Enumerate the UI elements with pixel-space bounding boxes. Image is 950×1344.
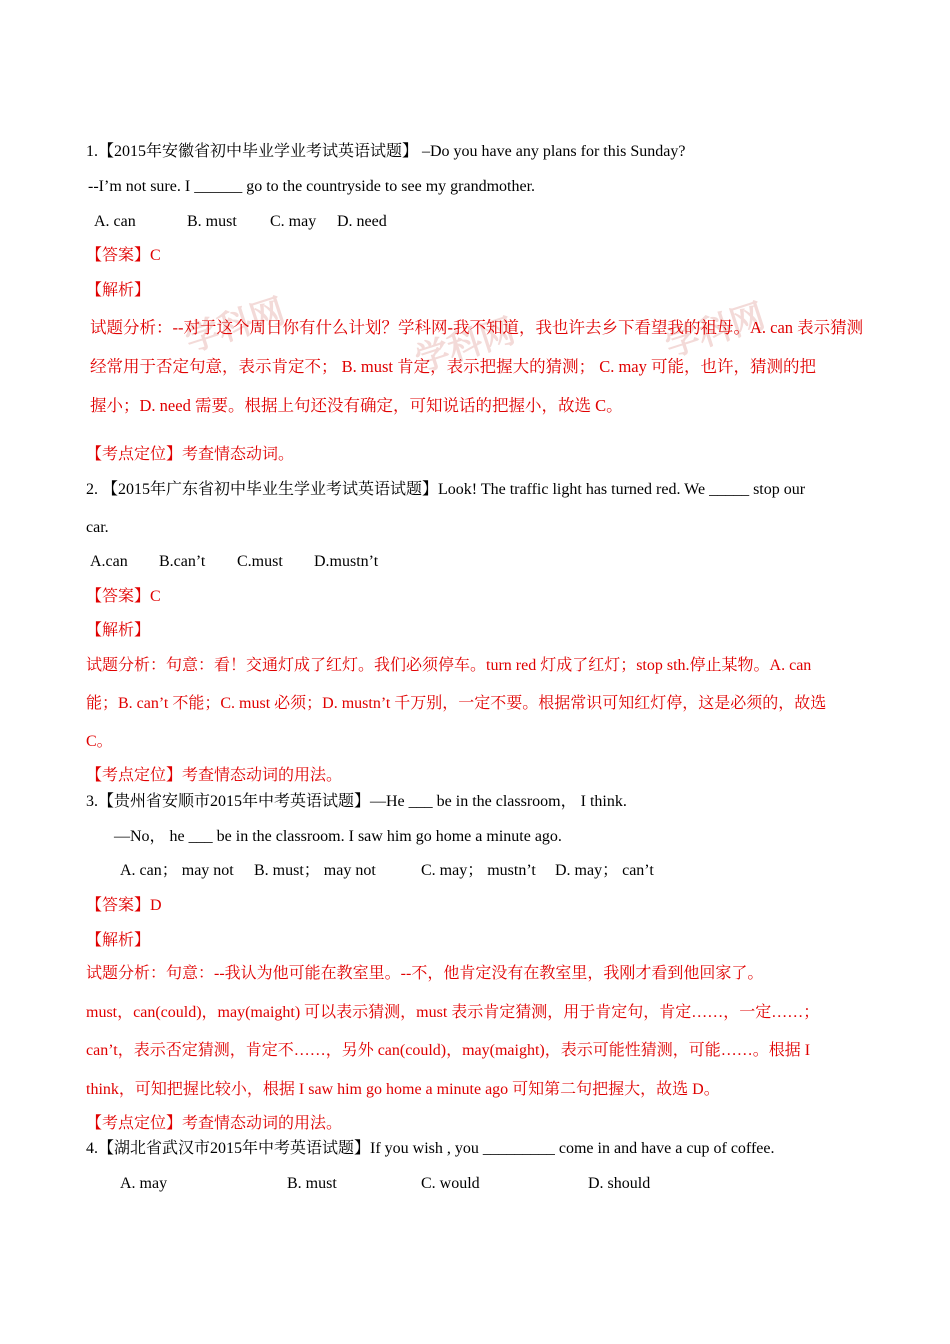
q3-option-c: C. may； mustn’t (421, 862, 536, 879)
q2-option-d: D.mustn’t (314, 553, 379, 570)
q2-analysis-label: 【解析】 (86, 622, 151, 639)
q3-analysis-line-1: 试题分析：句意：--我认为他可能在教室里。--不，他肯定没有在教室里，我刚才看到他回家了。 (86, 965, 764, 982)
q1-option-c: C. may (270, 213, 317, 230)
q2-analysis-line-3: C。 (86, 733, 113, 750)
q2-option-b: B.can’t (159, 553, 206, 570)
watermark-text-3: 学科网 (660, 295, 770, 366)
q2-option-c: C.must (237, 553, 283, 570)
q1-stem: 1.【2015年安徽省初中毕业学业考试英语试题】 –Do you have any plans for this Sunday? (86, 143, 686, 160)
q1-answer: 【答案】C (86, 247, 161, 264)
q4-option-a: A. may (120, 1175, 168, 1192)
q4-stem: 4.【湖北省武汉市2015年中考英语试题】If you wish , you _________ come in and have a cup of coffee. (86, 1140, 775, 1157)
q2-analysis-line-1: 试题分析：句意：看！交通灯成了红灯。我们必须停车。turn red 灯成了红灯；stop sth.停止某物。A. can (86, 657, 812, 674)
q2-answer: 【答案】C (86, 588, 161, 605)
q3-analysis-line-3: can’t，表示否定猜测，肯定不……，另外 can(could)，may(maight)，表示可能性猜测，可能……。根据 I (86, 1042, 811, 1059)
q3-option-d: D. may； can’t (555, 862, 654, 879)
q1-option-a: A. can (94, 213, 136, 230)
q2-analysis-line-2: 能；B. can’t 不能；C. must 必须；D. mustn’t 千万别，一定不要。根据常识可知红灯停，这是必须的，故选 (86, 695, 827, 712)
q1-option-b: B. must (187, 213, 237, 230)
q1-option-d: D. need (337, 213, 387, 230)
q3-kaodian: 【考点定位】考查情态动词的用法。 (86, 1115, 343, 1132)
q2-stem-cont: car. (86, 519, 109, 536)
q3-option-a: A. can； may not (120, 862, 234, 879)
q3-analysis-line-4: think，可知把握比较小，根据 I saw him go home a minute ago 可知第二句把握大，故选 D。 (86, 1081, 720, 1098)
q3-answer: 【答案】D (86, 897, 162, 914)
q3-option-b: B. must； may not (254, 862, 376, 879)
watermark-text: 学科网 (180, 290, 290, 361)
q4-option-c: C. would (421, 1175, 480, 1192)
watermark-text-2: 学科网 (410, 310, 520, 381)
q1-analysis-line-2: 经常用于否定句意，表示肯定不； B. must 肯定，表示把握大的猜测； C. may 可能，也许，猜测的把 (90, 357, 817, 376)
q1-stem-reply: --I’m not sure. I ______ go to the countryside to see my grandmother. (88, 178, 536, 195)
q4-option-b: B. must (287, 1175, 337, 1192)
q2-kaodian: 【考点定位】考查情态动词的用法。 (86, 767, 343, 784)
q2-option-a: A.can (90, 553, 128, 570)
q1-analysis-line-1: 试题分析：--对于这个周日你有什么计划？学科网-我不知道，我也许去乡下看望我的祖母。A. can 表示猜测 (90, 318, 864, 337)
q1-analysis-label: 【解析】 (86, 282, 151, 299)
q1-kaodian: 【考点定位】考查情态动词。 (86, 446, 295, 463)
q3-stem-reply: —No， he ___ be in the classroom. I saw him go home a minute ago. (114, 828, 562, 845)
q3-stem: 3.【贵州省安顺市2015年中考英语试题】—He ___ be in the classroom， I think. (86, 793, 627, 810)
q2-stem: 2. 【2015年广东省初中毕业生学业考试英语试题】Look! The traffic light has turned red. We _____ stop our (86, 481, 806, 498)
q1-analysis-line-3: 握小；D. need 需要。根据上句还没有确定，可知说话的把握小，故选 C。 (90, 396, 623, 415)
q3-analysis-line-2: must，can(could)，may(maight) 可以表示猜测，must 表示肯定猜测，用于肯定句，肯定……，一定……； (86, 1004, 820, 1021)
q3-analysis-label: 【解析】 (86, 932, 151, 949)
q4-option-d: D. should (588, 1175, 651, 1192)
